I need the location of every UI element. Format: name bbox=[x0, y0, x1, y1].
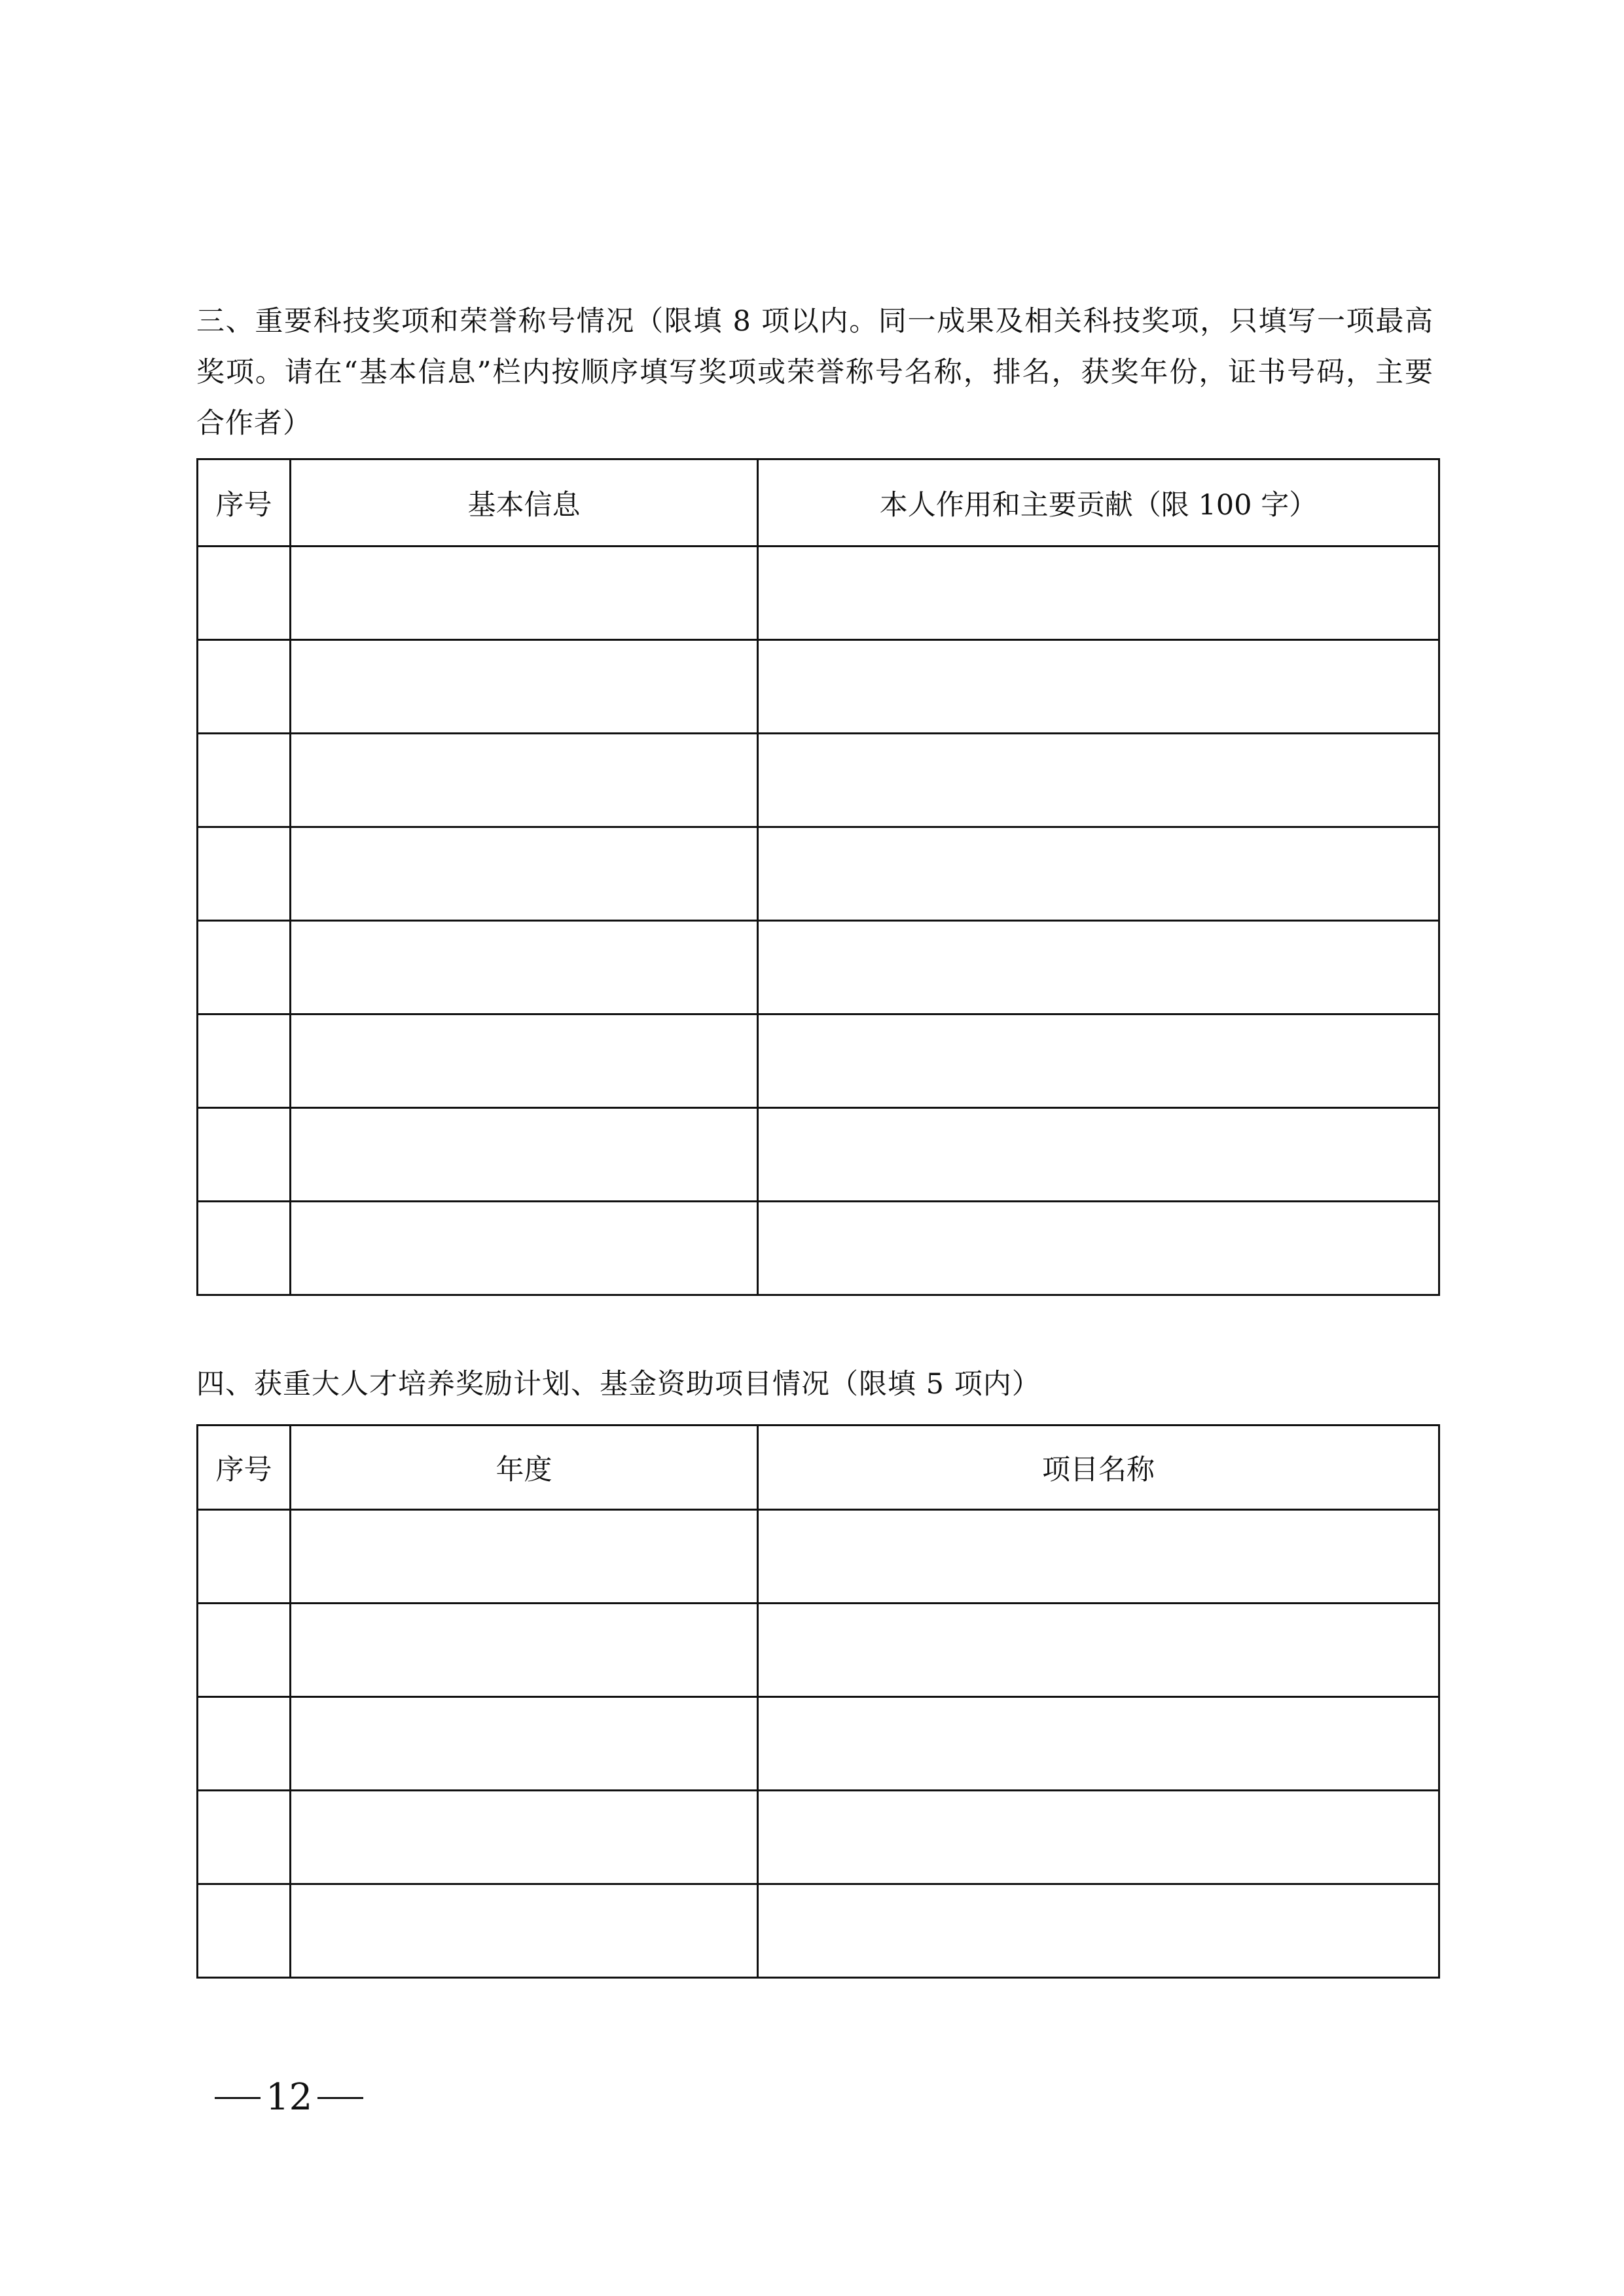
footer-dash-right bbox=[317, 2097, 363, 2099]
awards-table bbox=[196, 458, 1440, 1296]
year-cell[interactable] bbox=[291, 1604, 758, 1697]
serial-number-cell[interactable] bbox=[198, 1697, 291, 1791]
basic-info-cell[interactable] bbox=[291, 1202, 758, 1295]
basic-info-cell[interactable] bbox=[291, 827, 758, 921]
role-contribution-cell[interactable] bbox=[758, 547, 1439, 640]
basic-info-cell[interactable] bbox=[291, 547, 758, 640]
role-contribution-cell[interactable] bbox=[758, 1202, 1439, 1295]
table-row bbox=[198, 640, 1439, 734]
serial-number-cell[interactable] bbox=[198, 1791, 291, 1884]
table-row bbox=[198, 1014, 1439, 1108]
table-row bbox=[198, 921, 1439, 1014]
year-cell[interactable] bbox=[291, 1697, 758, 1791]
column-header-year: 年度 bbox=[291, 1426, 758, 1510]
serial-number-cell[interactable] bbox=[198, 1510, 291, 1604]
table-row bbox=[198, 1202, 1439, 1295]
serial-number-cell[interactable] bbox=[198, 547, 291, 640]
role-contribution-cell[interactable] bbox=[758, 734, 1439, 827]
column-header-serial-number: 序号 bbox=[198, 459, 291, 547]
role-contribution-cell[interactable] bbox=[758, 921, 1439, 1014]
role-contribution-cell[interactable] bbox=[758, 1014, 1439, 1108]
role-contribution-cell[interactable] bbox=[758, 640, 1439, 734]
table-row bbox=[198, 1604, 1439, 1697]
year-cell[interactable] bbox=[291, 1884, 758, 1978]
serial-number-cell[interactable] bbox=[198, 1604, 291, 1697]
table-row bbox=[198, 1108, 1439, 1202]
serial-number-cell[interactable] bbox=[198, 734, 291, 827]
role-contribution-cell[interactable] bbox=[758, 1108, 1439, 1202]
serial-number-cell[interactable] bbox=[198, 827, 291, 921]
footer-dash-left bbox=[215, 2097, 261, 2099]
awards-table-header bbox=[198, 459, 1439, 547]
project-name-cell[interactable] bbox=[758, 1791, 1439, 1884]
basic-info-cell[interactable] bbox=[291, 1108, 758, 1202]
year-cell[interactable] bbox=[291, 1510, 758, 1604]
serial-number-cell[interactable] bbox=[198, 1884, 291, 1978]
serial-number-cell[interactable] bbox=[198, 1014, 291, 1108]
role-contribution-cell[interactable] bbox=[758, 827, 1439, 921]
column-header-serial-number: 序号 bbox=[198, 1426, 291, 1510]
basic-info-cell[interactable] bbox=[291, 640, 758, 734]
section3-title: 三、重要科技奖项和荣誉称号情况（限填 8 项以内。同一成果及相关科技奖项，只填写一项最高奖项。请在“基本信息”栏内按顺序填写奖项或荣誉称号名称，排名，获奖年份，证书号码，主要合作者） bbox=[196, 305, 1434, 440]
column-header-basic-info: 基本信息 bbox=[291, 459, 758, 547]
column-header-project-name: 项目名称 bbox=[758, 1426, 1439, 1510]
year-cell[interactable] bbox=[291, 1791, 758, 1884]
table-row bbox=[198, 1697, 1439, 1791]
serial-number-cell[interactable] bbox=[198, 1202, 291, 1295]
basic-info-cell[interactable] bbox=[291, 921, 758, 1014]
funding-table bbox=[196, 1424, 1440, 1979]
column-header-role-contribution: 本人作用和主要贡献（限 100 字） bbox=[758, 459, 1439, 547]
project-name-cell[interactable] bbox=[758, 1884, 1439, 1978]
serial-number-cell[interactable] bbox=[198, 640, 291, 734]
table-row bbox=[198, 1510, 1439, 1604]
table-row bbox=[198, 547, 1439, 640]
project-name-cell[interactable] bbox=[758, 1697, 1439, 1791]
project-name-cell[interactable] bbox=[758, 1604, 1439, 1697]
table-row bbox=[198, 827, 1439, 921]
table-row bbox=[198, 1884, 1439, 1978]
page-number: 12 bbox=[266, 2076, 313, 2119]
basic-info-cell[interactable] bbox=[291, 1014, 758, 1108]
basic-info-cell[interactable] bbox=[291, 734, 758, 827]
project-name-cell[interactable] bbox=[758, 1510, 1439, 1604]
section4-title: 四、获重大人才培养奖励计划、基金资助项目情况（限填 5 项内） bbox=[196, 1368, 1041, 1401]
serial-number-cell[interactable] bbox=[198, 1108, 291, 1202]
page-number-footer bbox=[209, 2075, 369, 2121]
table-row bbox=[198, 734, 1439, 827]
serial-number-cell[interactable] bbox=[198, 921, 291, 1014]
funding-table-header bbox=[198, 1426, 1439, 1510]
table-row bbox=[198, 1791, 1439, 1884]
